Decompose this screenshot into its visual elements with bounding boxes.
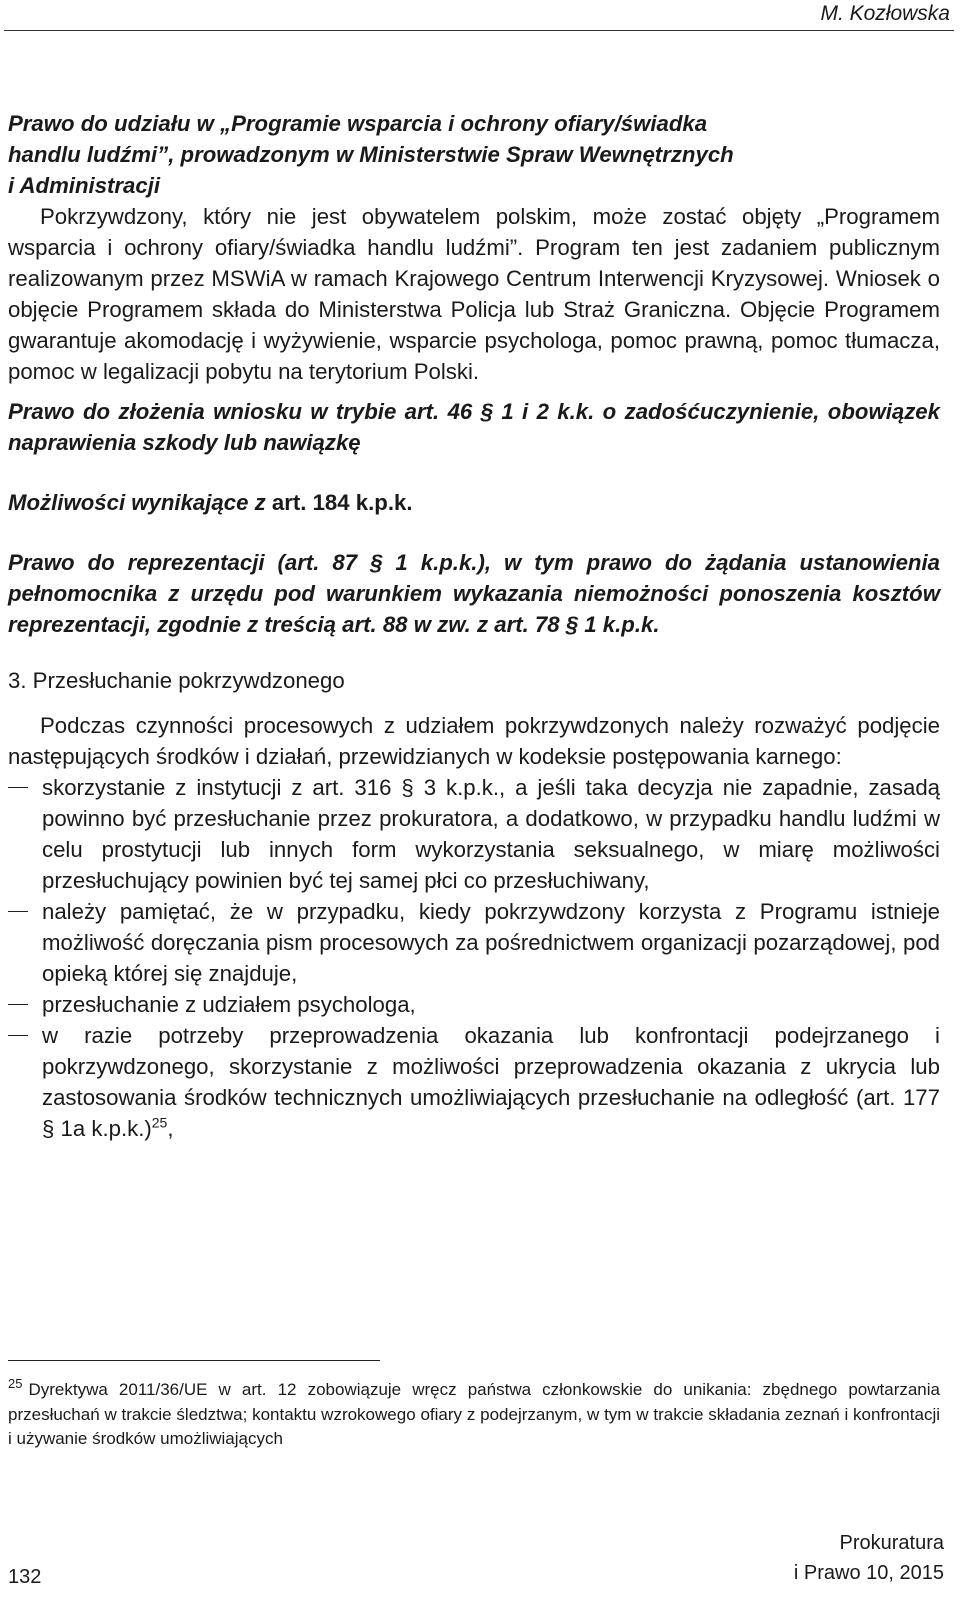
section-3-intro: Podczas czynności procesowych z udziałem pokrzywdzonych należy rozważyć podjęcie następujących środków i działań, przewidzianych w kodeksie postępowania karnego:: [8, 713, 940, 769]
running-header-author: M. Kozłowska: [820, 2, 950, 25]
heading-plain-part: art. 184 k.p.k.: [265, 490, 413, 515]
paragraph-program: Pokrzywdzony, który nie jest obywatelem polskim, może zostać objęty „Programem wsparcia i ochrony ofiary/świadka handlu ludźmi”. Program ten jest zadaniem publicznym realizowanym przez MSWiA w ramach Krajowego Centrum Interwencji Kryzysowej. Wniosek o objęcie Programem składa do Ministerstwa Policja lub Straż Graniczna. Objęcie Programem gwarantuje akomodację i wyżywienie, wsparcie psychologa, pomoc prawną, pomoc tłumacza, pomoc w legalizacji pobytu na terytorium Polski.: [8, 204, 940, 384]
header-rule: [4, 30, 954, 31]
dash-bullet-icon: [8, 1035, 28, 1036]
section-heading-program: [8, 108, 940, 201]
heading-line: i Administracji: [8, 173, 161, 198]
heading-line: handlu ludźmi”, prowadzonym w Ministerstwie Spraw Wewnętrznych: [8, 142, 734, 167]
list-item: w razie potrzeby przeprowadzenia okazania lub konfrontacji podejrzanego i pokrzywdzonego, skorzystanie z możliwości przeprowadzenia okazania z ukrycia lub zastosowania środków technicznych umożliwiających przesłuchanie na odległość (art. 177 § 1a k.p.k.)$^{25}$,: [8, 1020, 940, 1144]
heading-line: Prawo do udziału w „Programie wsparcia i ochrony ofiary/świadka: [8, 111, 708, 136]
dash-bullet-icon: [8, 787, 28, 788]
dash-bullet-icon: [8, 1004, 28, 1005]
dash-bullet-icon: [8, 911, 28, 912]
section-heading-representation: Prawo do reprezentacji (art. 87 § 1 k.p.k.), w tym prawo do żądania ustanowienia pełnomocnika z urzędu pod warunkiem wykazania niemożności ponoszenia kosztów reprezentacji, zgodnie z treścią art. 88 w zw. z art. 78 § 1 k.p.k.: [8, 550, 940, 637]
list-item: należy pamiętać, że w przypadku, kiedy pokrzywdzony korzysta z Programu istnieje możliwość doręczania pism procesowych za pośrednictwem organizacji pozarządowej, pod opieką której się znajduje,: [8, 896, 940, 989]
footnote-reference[interactable]: 25: [151, 1114, 168, 1131]
journal-issue: i Prawo 10, 2015: [793, 1562, 944, 1584]
measures-list: [8, 772, 940, 1144]
section-heading-compensation: Prawo do złożenia wniosku w trybie art. 46 § 1 i 2 k.k. o zadośćuczynienie, obowiązek naprawienia szkody lub nawiązkę: [8, 399, 940, 455]
list-item: skorzystanie z instytucji z art. 316 § 3 k.p.k., a jeśli taka decyzja nie zapadnie, zasadą powinno być przesłuchanie przez prokuratora, a dodatkowo, w przypadku handlu ludźmi w celu prostytucji lub innych form wykorzystania seksualnego, w miarę możliwości przesłuchujący powinien być tej samej płci co przesłuchiwany,: [8, 772, 940, 896]
section-3-heading: [8, 665, 940, 696]
footnote: [8, 1378, 940, 1452]
section-heading-art-184: [8, 487, 940, 518]
journal-footer: [794, 1528, 944, 1588]
journal-name: Prokuratura: [839, 1532, 944, 1554]
page-number: 132: [8, 1566, 42, 1588]
page-content: [8, 108, 940, 1144]
list-item: przesłuchanie z udziałem psychologa,: [8, 989, 940, 1020]
heading-italic-part: Możliwości wynikające z: [8, 490, 266, 515]
footnote-text: Dyrektywa 2011/36/UE w art. 12 zobowiązuje wręcz państwa członkowskie do unikania: zbędnego powtarzania przesłuchań w trakcie śledztwa; kontaktu wzrokowego ofiary z podejrzanym, w tym w trakcie składania zeznań i konfrontacji i używanie środków umożliwiających: [8, 1380, 940, 1448]
section-3-heading-text: 3. Przesłuchanie pokrzywdzonego: [8, 668, 345, 693]
footnote-number: 25: [8, 1376, 23, 1392]
footnote-separator: [8, 1360, 380, 1361]
